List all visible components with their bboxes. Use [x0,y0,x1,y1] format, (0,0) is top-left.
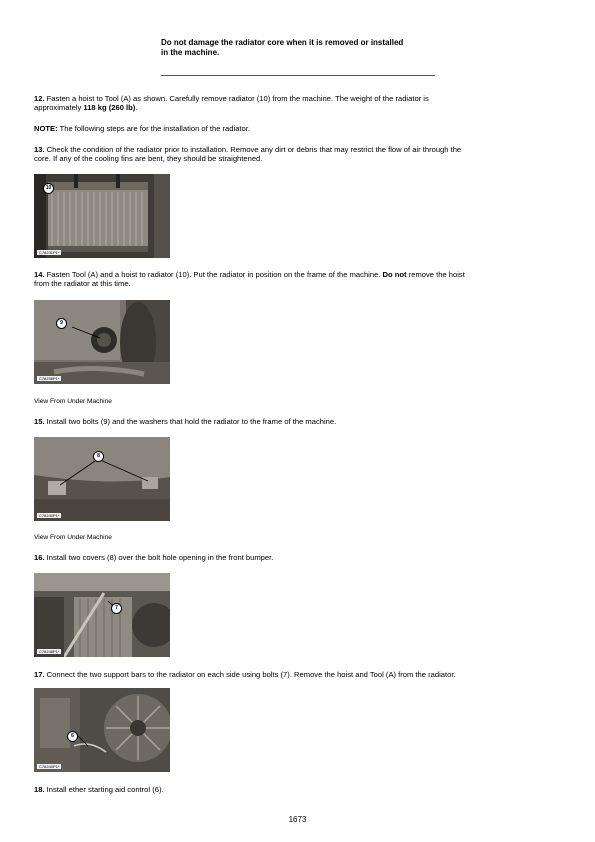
ether-aid-photo-image [34,688,170,772]
step-12 [34,94,564,113]
step-14 [34,270,564,289]
photo-id-tag: C78240P1* [39,513,60,518]
photo-id-tag: C78248P1* [39,649,60,654]
cover-location-photo [34,437,170,521]
note-label: NOTE: [34,124,58,133]
step-number: 13. [34,145,45,154]
step-18 [34,785,564,794]
step-text: approximately [34,103,84,113]
photo-id-tag: C78238P1* [39,376,60,381]
photo-caption: View From Under Machine [34,534,112,541]
callout-support-bar-bolt: 7 [111,603,122,614]
callout-cover: 8 [93,451,104,462]
photo-id-tag: C78240P1* [39,764,60,769]
step-text: core. If any of the cooling fins are bent, they should be straightened. [34,154,263,164]
warning-line-2: in the machine. [161,48,220,57]
step-number: 17. [34,670,45,679]
cover-photo-image [34,437,170,521]
step-text: Check the condition of the radiator prior to installation. Remove any dirt or debris that may restrict the flow of air through the [44,145,462,154]
step-number: 14. [34,270,45,279]
photo-caption: View From Under Machine [34,398,112,405]
step-16 [34,553,564,562]
step-text: Install two covers (8) over the bolt hole opening in the front bumper. [44,553,274,562]
step-emphasis: 118 kg (260 lb) [83,103,136,113]
step-text: Fasten Tool (A) and a hoist to radiator (10). Put the radiator in position on the frame of the machine. [44,270,383,279]
note [34,124,564,133]
ether-aid-photo [34,688,170,772]
support-bar-photo [34,573,170,657]
step-number: 16. [34,553,45,562]
step-text: Install ether starting aid control (6). [44,785,164,794]
step-number: 12. [34,94,45,103]
warning-divider [161,75,435,76]
warning-text [161,38,441,58]
callout-bolt: 9 [56,318,67,329]
step-text: . [135,103,138,113]
step-15 [34,417,564,426]
step-number: 15. [34,417,45,426]
warning-line-1: Do not damage the radiator core when it is removed or installed [161,38,404,47]
bolt-location-photo [34,300,170,384]
step-13 [34,145,564,164]
step-text: Connect the two support bars to the radiator on each side using bolts (7). Remove the hoist and Tool (A) from the radiator. [44,670,456,679]
support-bar-photo-image [34,573,170,657]
step-emphasis: Do not [382,270,407,279]
callout-radiator: 10 [43,183,54,194]
photo-id-tag: C78231P1* [39,250,60,255]
step-text: Fasten a hoist to Tool (A) as shown. Carefully remove radiator (10) from the machine. The weight of the radiator is [44,94,429,103]
bolt-photo-image [34,300,170,384]
step-text: Install two bolts (9) and the washers that hold the radiator to the frame of the machine. [44,417,337,426]
page-number: 1673 [288,815,307,824]
step-number: 18. [34,785,45,794]
radiator-removal-photo [34,174,170,258]
step-17 [34,670,564,679]
radiator-photo-image [34,174,170,258]
callout-ether-control: 6 [67,731,78,742]
note-text: The following steps are for the installation of the radiator. [57,124,250,133]
step-text: from the radiator at this time. [34,279,131,289]
step-text: remove the hoist [406,270,465,279]
